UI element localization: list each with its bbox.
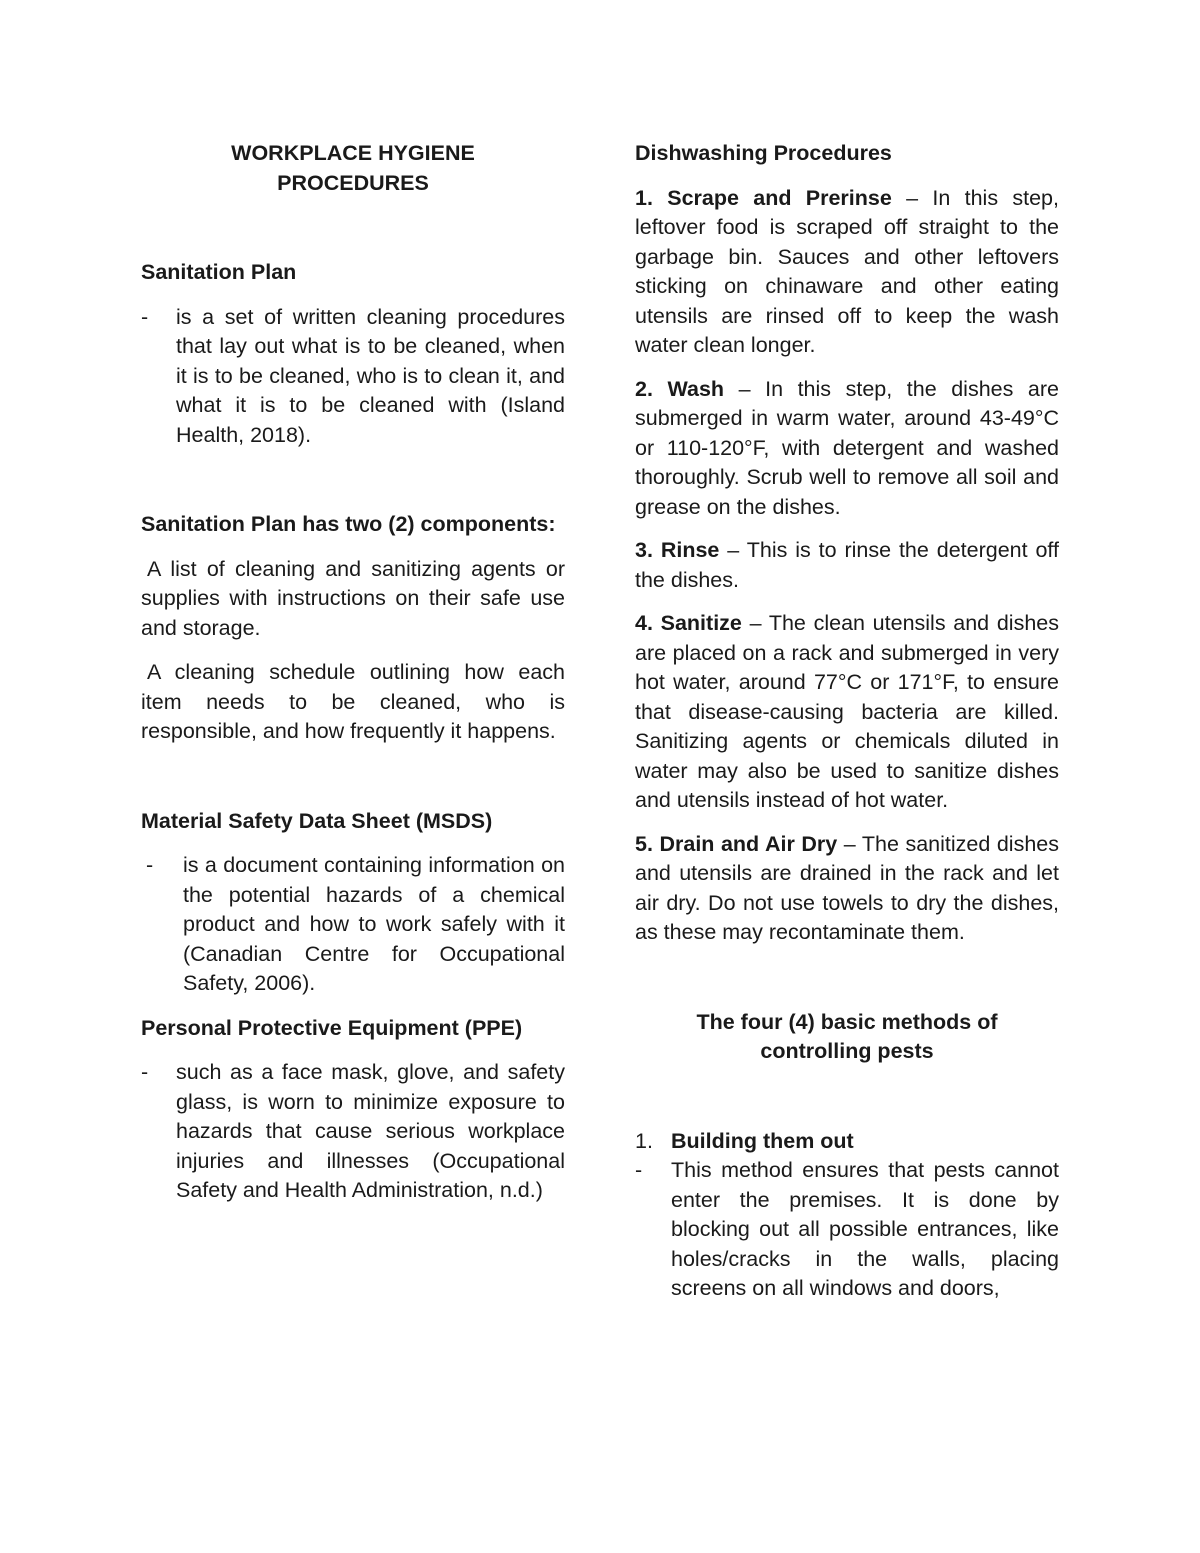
ppe-definition-text: such as a face mask, glove, and safety glass, is worn to minimize exposure to hazards that cause serious workplace injuries and illnesses (Occupational Safety and Health Administration, n.d.) xyxy=(176,1060,565,1202)
step-label: 5. Drain and Air Dry xyxy=(635,831,838,856)
step-text: – This is to rinse the detergent off the dishes. xyxy=(635,538,1059,592)
step-label: 3. Rinse xyxy=(635,538,720,562)
pest-method-1-description xyxy=(635,1156,1059,1304)
component-item-1-text: A list of cleaning and sanitizing agents or supplies with instructions on their safe use and storage. xyxy=(141,556,565,640)
dishwashing-heading: Dishwashing Procedures xyxy=(635,141,892,165)
msds-heading: Material Safety Data Sheet (MSDS) xyxy=(141,808,493,833)
component-item-1 xyxy=(141,555,565,644)
component-item-2 xyxy=(141,658,565,747)
pest-method-1 xyxy=(635,1127,1059,1157)
step-text: – In this step, leftover food is scraped off straight to the garbage bin. Sauces and other leftovers sticking on chinaware and other eating utensils are rinsed off to keep the wash water clean longer. xyxy=(635,185,1059,357)
sanitation-plan-heading: Sanitation Plan xyxy=(141,260,297,284)
dash-marker: - xyxy=(635,1158,643,1182)
step-label: 1. Scrape and Prerinse xyxy=(635,185,892,210)
step-label: 2. Wash xyxy=(635,376,725,401)
step-text: – The clean utensils and dishes are placed on a rack and submerged in very hot water, around 77°C or 171°F, to ensure that disease-causing bacteria are killed. Sanitizing agents or chemicals diluted in water may also be used to sanitize dishes and utensils instead of hot water. xyxy=(635,611,1059,812)
document-title-line-1: WORKPLACE HYGIENE xyxy=(231,141,475,165)
components-heading: Sanitation Plan has two (2) components: xyxy=(141,512,556,536)
step-text: – In this step, the dishes are submerged in warm water, around 43-49°C or 110-120°F, with detergent and washed thoroughly. Scrub well to remove all soil and grease on the dishes. xyxy=(635,376,1059,519)
dash-marker: - xyxy=(141,1060,149,1084)
dishwashing-step-2 xyxy=(635,375,1059,523)
sanitation-plan-definition xyxy=(141,303,565,451)
msds-definition xyxy=(141,851,565,999)
document-title-line-2: PROCEDURES xyxy=(277,170,429,195)
step-label: 4. Sanitize xyxy=(635,611,742,635)
sanitation-plan-definition-text: is a set of written cleaning procedures that lay out what is to be cleaned, when it is to be cleaned, who is to clean it, and what it is to be cleaned with (Island Health, 2018). xyxy=(176,304,565,447)
dishwashing-step-5 xyxy=(635,830,1059,948)
msds-definition-text: is a document containing information on the potential hazards of a chemical product and how to work safely with it (Canadian Centre for Occupational Safety, 2006). xyxy=(183,853,565,995)
dishwashing-step-1 xyxy=(635,184,1059,361)
dash-marker: - xyxy=(146,853,154,877)
component-item-2-text: A cleaning schedule outlining how each item needs to be cleaned, who is responsible, and how frequently it happens. xyxy=(141,660,565,743)
ppe-definition xyxy=(141,1058,565,1206)
right-column xyxy=(635,137,1059,1304)
dishwashing-step-3 xyxy=(635,536,1059,595)
pests-title-line-2: controlling pests xyxy=(760,1039,934,1063)
left-column xyxy=(141,137,565,1206)
ppe-heading: Personal Protective Equipment (PPE) xyxy=(141,1015,523,1040)
pest-method-1-label: Building them out xyxy=(671,1128,854,1153)
list-number: 1. xyxy=(635,1128,653,1153)
step-text: – The sanitized dishes and utensils are drained in the rack and let air dry. Do not use towels to dry the dishes, as these may recontaminate them. xyxy=(635,831,1059,944)
dishwashing-step-4 xyxy=(635,609,1059,816)
pests-title-line-1: The four (4) basic methods of xyxy=(696,1009,998,1034)
dash-marker: - xyxy=(141,304,149,329)
pest-method-1-text: This method ensures that pests cannot enter the premises. It is done by blocking out all possible entrances, like holes/cracks in the walls, placing screens on all windows and doors, xyxy=(671,1158,1059,1300)
